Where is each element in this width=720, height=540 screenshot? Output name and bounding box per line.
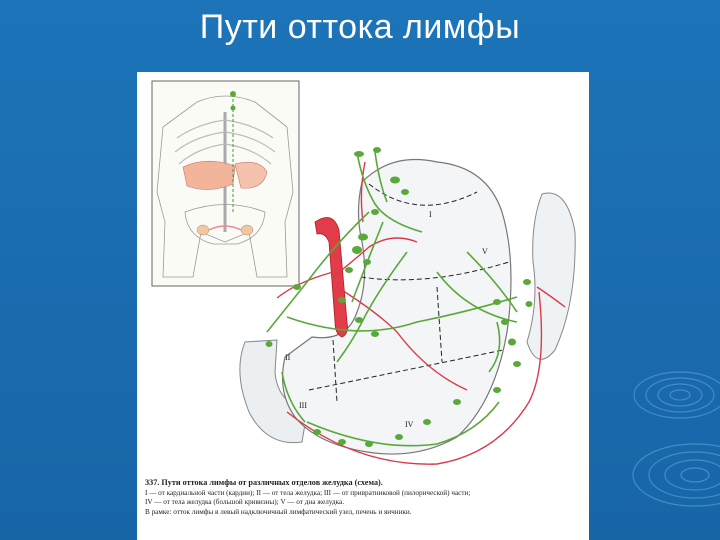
caption-line: В рамке: отток лимфы в левый надключичный лимфатический узел, печень и яичники.: [145, 507, 412, 516]
region-label-5: V: [482, 247, 488, 256]
region-label-4: IV: [405, 420, 414, 429]
stomach-lymph-diagram: [137, 72, 589, 477]
inset-ovary-right: [241, 225, 253, 235]
spleen: [527, 193, 575, 359]
inset-ovary-left: [197, 225, 209, 235]
figure-caption: [145, 478, 585, 517]
region-label-2: II: [285, 353, 291, 362]
caption-line: IV — от тела желудка (большой кривизны); V — от дна желудка.: [145, 498, 345, 507]
region-label-1: I: [429, 210, 432, 219]
slide-title: Пути оттока лимфы: [199, 8, 521, 46]
caption-title: 337. Пути оттока лимфы от различных отделов желудка (схема).: [145, 478, 383, 487]
anatomical-figure: [137, 72, 589, 540]
inset-body-scheme: [152, 81, 299, 286]
aorta: [315, 218, 347, 338]
caption-line: I — от кардиальной части (кардии); II — от тела желудка; III — от привратниковой (пилорической) части;: [145, 488, 471, 497]
inset-liver: [183, 161, 235, 189]
water-ripple-decoration: [610, 355, 720, 540]
region-label-3: III: [299, 401, 307, 410]
